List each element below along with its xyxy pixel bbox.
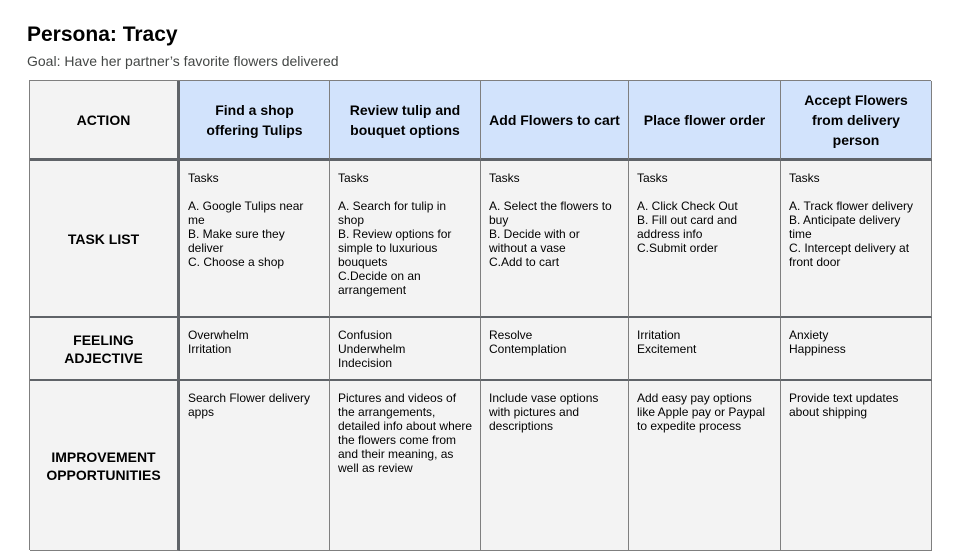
row-header-improvement-opportunities: IMPROVEMENT OPPORTUNITIES [30,381,180,551]
feeling-cell: Overwhelm Irritation [180,318,330,381]
row-header-task-list: TASK LIST [30,161,180,318]
journey-map-table [29,80,931,550]
task-cell: Tasks A. Search for tulip in shop B. Review options for simple to luxurious bouquets C.Decide on an arrangement [330,161,481,318]
action-cell: Review tulip and bouquet options [330,81,481,161]
task-cell: Tasks A. Google Tulips near me B. Make sure they deliver C. Choose a shop [180,161,330,318]
feeling-cell: Anxiety Happiness [781,318,932,381]
task-cell: Tasks A. Click Check Out B. Fill out card and address info C.Submit order [629,161,781,318]
row-header-feeling-adjective: FEELING ADJECTIVE [30,318,180,381]
persona-goal: Goal: Have her partner’s favorite flowers delivered [27,53,339,69]
improvement-cell: Add easy pay options like Apple pay or Paypal to expedite process [629,381,781,551]
task-cell: Tasks A. Select the flowers to buy B. Decide with or without a vase C.Add to cart [481,161,629,318]
action-cell: Place flower order [629,81,781,161]
improvement-cell: Include vase options with pictures and descriptions [481,381,629,551]
task-cell: Tasks A. Track flower delivery B. Anticipate delivery time C. Intercept delivery at front door [781,161,932,318]
improvement-cell: Pictures and videos of the arrangements, detailed info about where the flowers come from and their meaning, as well as review [330,381,481,551]
improvement-cell: Search Flower delivery apps [180,381,330,551]
improvement-cell: Provide text updates about shipping [781,381,932,551]
feeling-cell: Confusion Underwhelm Indecision [330,318,481,381]
feeling-cell: Irritation Excitement [629,318,781,381]
row-header-action: ACTION [30,81,180,161]
action-cell: Add Flowers to cart [481,81,629,161]
feeling-cell: Resolve Contemplation [481,318,629,381]
action-cell: Find a shop offering Tulips [180,81,330,161]
persona-title: Persona: Tracy [27,23,178,46]
action-cell: Accept Flowers from delivery person [781,81,932,161]
